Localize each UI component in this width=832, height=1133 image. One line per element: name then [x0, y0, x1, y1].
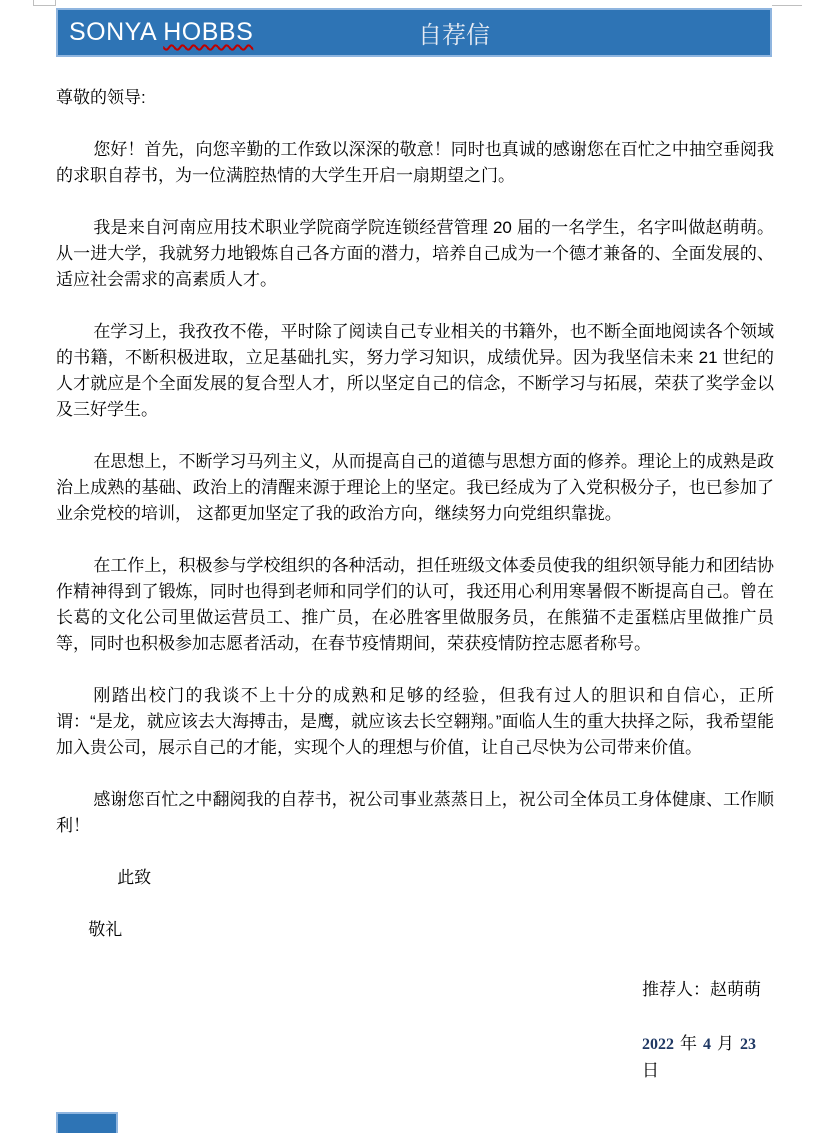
date-month-label: 月: [717, 1034, 734, 1053]
signature-block: [642, 977, 774, 1084]
date-day-label: 日: [642, 1061, 659, 1080]
next-page-header-stub: [56, 1112, 118, 1133]
page-edge-line: [772, 5, 802, 6]
header-banner: [56, 8, 772, 57]
paragraph-study: 在学习上，我孜孜不倦，平时除了阅读自己专业相关的书籍外，也不断全面地阅读各个领域的书籍，不断积极进取，立足基础扎实，努力学习知识，成绩优异。因为我坚信未来 21 世纪的人才就应是个全面发展的复合型人才，所以坚定自己的信念，不断学习与拓展，荣获了奖学金以及三好学生。: [56, 322, 774, 419]
paragraph-thanks: 感谢您百忙之中翻阅我的自荐书，祝公司事业蒸蒸日上，祝公司全体员工身体健康、工作顺利！: [56, 790, 774, 835]
document-title: 自荐信: [418, 22, 490, 49]
author-name-first: SONYA: [69, 18, 164, 46]
paragraph-ideology: 在思想上，不断学习马列主义，从而提高自己的道德与思想方面的修养。理论上的成熟是政治上成熟的基础、政治上的清醒来源于理论上的坚定。我已经成为了入党积极分子，也已参加了业余党校的培训， 这都更加坚定了我的政治方向，继续努力向党组织靠拢。: [56, 452, 774, 523]
salutation: 尊敬的领导:: [56, 88, 146, 107]
letter-body: [56, 57, 774, 1084]
recommender-name: 推荐人：赵萌萌: [642, 980, 761, 999]
date-year-label: 年: [680, 1034, 697, 1053]
author-name: [69, 18, 253, 47]
paragraph-aspiration: 刚踏出校门的我谈不上十分的成熟和足够的经验，但我有过人的胆识和自信心，正所谓：“是龙，就应该去大海搏击，是鹰，就应该去长空翱翔。”面临人生的重大抉择之际，我希望能加入贵公司，展示自己的才能，实现个人的理想与价值，让自己尽快为公司带来价值。: [56, 686, 774, 757]
date-year: 2022: [642, 1036, 674, 1053]
date-day: 23: [740, 1036, 756, 1053]
date-month: 4: [703, 1036, 711, 1053]
closing-jingli: 敬礼: [88, 920, 123, 939]
signature-date: [642, 1031, 774, 1084]
paragraph-introduction: 我是来自河南应用技术职业学院商学院连锁经营管理 20 届的一名学生，名字叫做赵萌萌。从一进大学，我就努力地锻炼自己各方面的潜力，培养自己成为一个德才兼备的、全面发展的、适应社会需求的高素质人才。: [56, 218, 774, 289]
closing-cizhi: 此致: [117, 868, 152, 887]
author-name-second-spellcheck: HOBBS: [163, 18, 254, 46]
paragraph-work: 在工作上，积极参与学校组织的各种活动，担任班级文体委员使我的组织领导能力和团结协作精神得到了锻炼，同时也得到老师和同学们的认可，我还用心利用寒暑假不断提高自己。曾在长葛的文化公司里做运营员工、推广员，在必胜客里做服务员，在熊猫不走蛋糕店里做推广员等，同时也积极参加志愿者活动，在春节疫情期间，荣获疫情防控志愿者称号。: [56, 556, 774, 653]
page-edge-tab: [33, 0, 56, 6]
paragraph-greeting: 您好！首先，向您辛勤的工作致以深深的敬意！同时也真诚的感谢您在百忙之中抽空垂阅我的求职自荐书，为一位满腔热情的大学生开启一扇期望之门。: [56, 140, 774, 185]
